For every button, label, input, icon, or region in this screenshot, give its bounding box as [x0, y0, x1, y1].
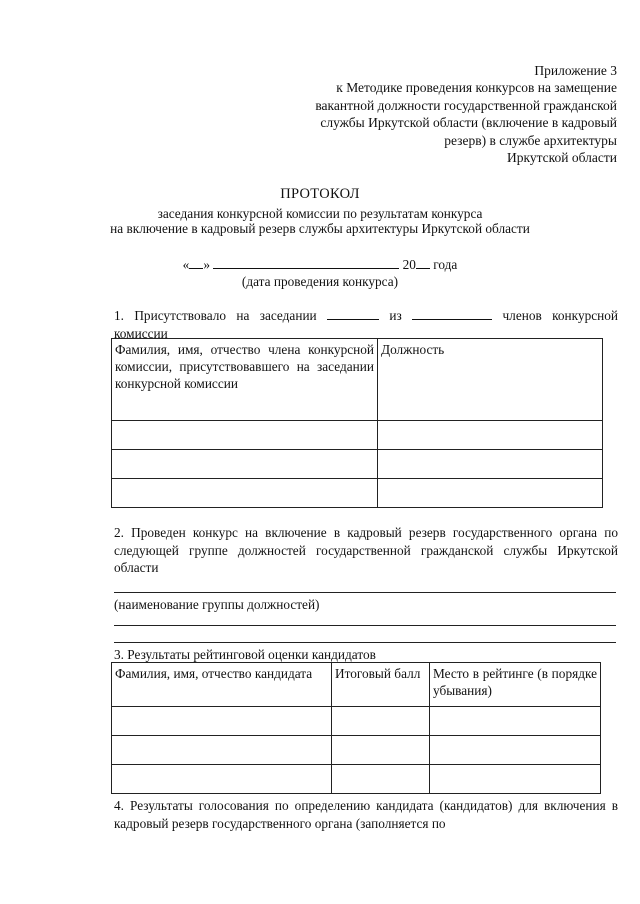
member-position-header: Должность	[378, 339, 603, 421]
appendix-line: к Методике проведения конкурсов на замещение	[336, 80, 617, 96]
table-cell[interactable]	[378, 479, 603, 508]
table-cell[interactable]	[430, 736, 601, 765]
table-cell[interactable]	[112, 707, 332, 736]
table-row	[112, 450, 603, 479]
group-name-caption: (наименование группы должностей)	[114, 597, 320, 612]
date-close-quote: »	[203, 257, 210, 272]
table-header-row	[112, 663, 601, 707]
total-score-header: Итоговый балл	[332, 663, 430, 707]
section-2-text: 2. Проведен конкурс на включение в кадровый резерв государственного органа по следующей группе должностей государственной гражданской службы Иркутской области	[114, 525, 618, 575]
month-blank[interactable]	[213, 256, 399, 269]
appendix-header	[250, 62, 617, 166]
table-cell[interactable]	[430, 765, 601, 794]
date-line	[0, 256, 640, 273]
table-cell[interactable]	[378, 421, 603, 450]
date-open-quote: «	[182, 257, 190, 272]
table-header-row	[112, 339, 603, 421]
rating-place-header: Место в рейтинге (в порядке убывания)	[430, 663, 601, 707]
attendance-text-a: 1. Присутствовало на заседании	[114, 308, 317, 323]
blank-line[interactable]	[114, 625, 616, 626]
member-name-header: Фамилия, имя, отчество члена конкурсной комиссии, присутствовавшего на заседании конкурсной комиссии	[112, 339, 378, 421]
blank-line[interactable]	[114, 642, 616, 643]
table-cell[interactable]	[112, 479, 378, 508]
year-blank[interactable]	[416, 256, 430, 269]
table-row	[112, 736, 601, 765]
table-cell[interactable]	[112, 421, 378, 450]
section-1-text	[114, 307, 618, 342]
appendix-line: резерв) в службе архитектуры	[444, 132, 617, 148]
appendix-line: Иркутской области	[506, 150, 617, 166]
day-blank[interactable]	[189, 256, 203, 269]
table-cell[interactable]	[332, 765, 430, 794]
table-cell[interactable]	[112, 450, 378, 479]
attendance-text-c: членов конкурсной комиссии	[114, 308, 619, 341]
appendix-line: Приложение 3	[534, 63, 617, 78]
document-subtitle-1: заседания конкурсной комиссии по результатам конкурса	[157, 206, 483, 221]
table-cell[interactable]	[112, 765, 332, 794]
table-row	[112, 421, 603, 450]
table-row	[112, 707, 601, 736]
table-cell[interactable]	[332, 736, 430, 765]
commission-members-table	[111, 338, 603, 508]
group-name-line[interactable]	[114, 592, 616, 593]
candidate-name-header: Фамилия, имя, отчество кандидата	[112, 663, 332, 707]
document-title: ПРОТОКОЛ	[280, 186, 360, 202]
table-cell[interactable]	[112, 736, 332, 765]
document-subtitle-2: на включение в кадровый резерв службы архитектуры Иркутской области	[110, 221, 530, 236]
section-4-text: 4. Результаты голосования по определению кандидата (кандидатов) для включения в кадровый резерв государственного органа (заполняется по	[114, 798, 618, 831]
appendix-line: службы Иркутской области (включение в кадровый	[320, 115, 617, 131]
attendance-text-b: из	[389, 308, 402, 323]
appendix-line: вакантной должности государственной гражданской	[315, 97, 617, 113]
rating-results-table	[111, 662, 601, 794]
attended-count-blank[interactable]	[327, 307, 379, 320]
section-3-title: 3. Результаты рейтинговой оценки кандидатов	[114, 647, 376, 662]
year-suffix: года	[433, 257, 458, 272]
table-cell[interactable]	[378, 450, 603, 479]
table-cell[interactable]	[430, 707, 601, 736]
table-row	[112, 479, 603, 508]
total-count-blank[interactable]	[412, 307, 492, 320]
date-caption: (дата проведения конкурса)	[241, 274, 399, 289]
table-row	[112, 765, 601, 794]
year-prefix: 20	[402, 257, 416, 272]
table-cell[interactable]	[332, 707, 430, 736]
